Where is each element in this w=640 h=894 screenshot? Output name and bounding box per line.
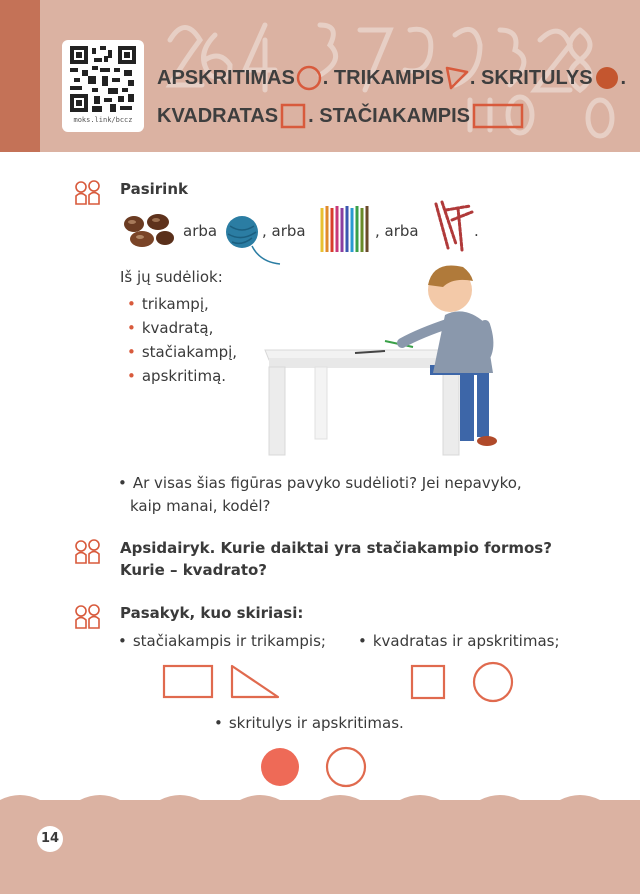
task2-line2: Kurie – kvadrato? [120, 561, 268, 579]
pencils-image [318, 202, 372, 256]
choice-text-2: , arba [262, 222, 306, 240]
rectangle-shape [164, 666, 212, 697]
task3-pair3: • skritulys ir apskritimas. [214, 714, 404, 732]
filled-disc-shape [261, 748, 299, 786]
filled-circle-icon [593, 65, 621, 91]
children-task-icon [72, 178, 104, 208]
qr-code-card[interactable] [62, 40, 144, 132]
children-task-icon [72, 537, 104, 567]
list-item: • apskritimą. [127, 367, 227, 385]
word-staciakampis: . STAČIAKAMPIS [308, 104, 470, 127]
word-trikampis: . TRIKAMPIS [322, 66, 444, 89]
circle-shape [327, 748, 365, 786]
circle-shape [474, 663, 512, 701]
task3-pair2: • kvadratas ir apskritimas; [358, 632, 560, 650]
qr-code-icon [70, 46, 136, 112]
header-line-1 [157, 65, 626, 91]
disc-circle-shapes [256, 744, 372, 790]
word-apskritimas: APSKRITIMAS [157, 66, 295, 89]
chestnuts-image [120, 212, 176, 248]
period-end-line-1: . [620, 66, 627, 89]
choice-text-4: . [474, 222, 479, 240]
rectangle-outline-icon [470, 103, 526, 129]
task1-question-line2: kaip manai, kodėl? [130, 497, 271, 515]
footer-band [0, 800, 640, 894]
page-number: 14 [37, 826, 63, 852]
children-task-icon [72, 602, 104, 632]
triangle-outline-icon [444, 65, 470, 91]
list-item: • kvadratą, [127, 319, 214, 337]
task2-line1: Apsidairyk. Kurie daiktai yra stačiakampio formos? [120, 539, 552, 557]
sticks-image [432, 198, 476, 254]
task1-title: Pasirink [120, 180, 188, 198]
shape-list [127, 292, 237, 388]
qr-caption[interactable]: moks.link/bccz [73, 116, 133, 124]
rectangle-triangle-shapes [160, 662, 290, 702]
list-item: • stačiakampį, [127, 343, 238, 361]
circle-outline-icon [295, 65, 323, 91]
boy-at-table-illustration [255, 255, 520, 460]
word-kvadratas: KVADRATAS [157, 104, 279, 127]
task3-pair1: • stačiakampis ir trikampis; [118, 632, 326, 650]
task1-intro: Iš jų sudėliok: [120, 268, 223, 286]
word-skritulys: . SKRITULYS [469, 66, 593, 89]
square-circle-shapes [408, 660, 518, 706]
choice-text-3: , arba [375, 222, 419, 240]
header-line-2 [157, 103, 526, 129]
choice-text-1: arba [183, 222, 218, 240]
square-outline-icon [278, 103, 308, 129]
header-band [0, 0, 640, 152]
task1-question-line1: • Ar visas šias figūras pavyko sudėlioti? Jei nepavyko, [118, 474, 522, 492]
list-item: • trikampį, [127, 295, 209, 313]
task3-title: Pasakyk, kuo skiriasi: [120, 604, 304, 622]
square-shape [412, 666, 444, 698]
triangle-shape [232, 666, 278, 697]
